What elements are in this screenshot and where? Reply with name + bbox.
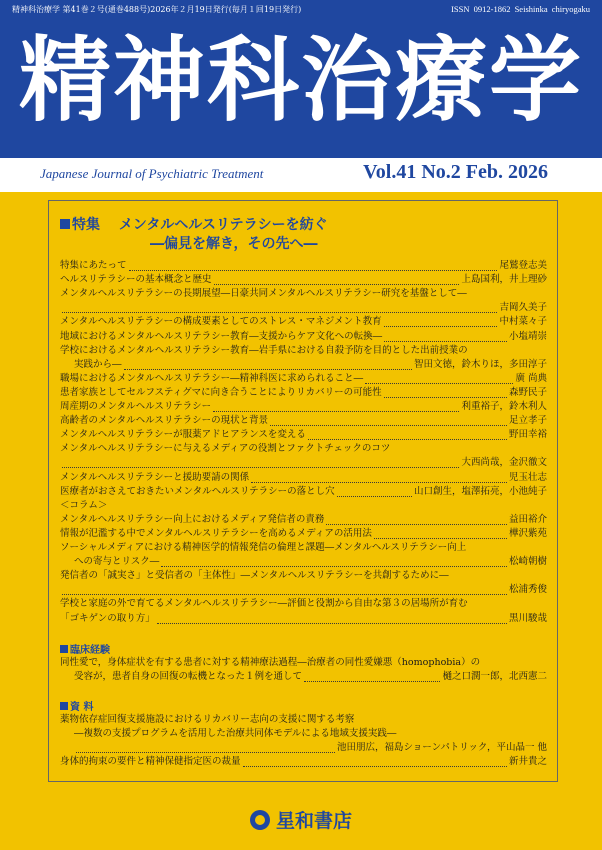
toc-entry (60, 513, 547, 527)
toc-entry (60, 372, 547, 386)
toc-entry-author: 野田幸裕 (508, 429, 547, 441)
journal-title: 精神科治療学 (18, 27, 583, 134)
toc-entry-title: 患者家族としてセルフスティグマに向き合うことによりリカバリーの可能性 (60, 386, 382, 398)
toc-entry-title: 地域におけるメンタルヘルスリテラシー教育―支援からケア文化への転換― (60, 330, 383, 342)
toc-entry-title: 同性愛で，身体症状を有する患者に対する精神療法過程―治療者の同性愛嫌悪（homophobia）の (60, 657, 481, 668)
leader-dots (337, 487, 412, 497)
toc-entry (60, 442, 547, 456)
toc-entry-title: ヘルスリテラシーの基本概念と歴史 (60, 274, 212, 286)
toc-entry-author: 山口創生，塩澤拓亮，小池純子 (413, 485, 547, 497)
square-bullet-icon (60, 702, 68, 710)
toc-entry-author: 廣 尚典 (515, 372, 547, 384)
toc-entry (60, 456, 547, 470)
toc-entry-title: 高齢者のメンタルヘルスリテラシーの現状と背景 (60, 415, 269, 427)
toc-entry-title: メンタルヘルスリテラシーが服薬アドヒアランスを変える (60, 429, 306, 441)
toc-entry (60, 273, 547, 287)
toc-entry (60, 330, 547, 344)
toc-entry (60, 713, 547, 727)
leader-dots (76, 743, 335, 753)
toc-entry-author: 松崎朝樹 (508, 556, 547, 568)
toc-entry-title: 受容が，患者自身の回復の転機となった１例を通して (74, 671, 303, 682)
leader-dots (214, 275, 460, 285)
feature-label: 特集 (72, 217, 100, 233)
leader-dots (124, 360, 412, 370)
toc-entry-title: ソーシャルメディアにおける精神医学的情報発信の倫理と課題―メンタルヘルスリテラシー向上 (60, 542, 467, 553)
toc-entry-title: メンタルヘルスリテラシーの長期展望―日豪共同メンタルヘルスリテラシー研究を基盤として― (60, 288, 467, 300)
toc-entry (60, 527, 547, 541)
subtitle-band (0, 158, 602, 192)
toc-entry-title: 職場におけるメンタルヘルスリテラシー―精神科医に求められること― (60, 372, 364, 384)
toc-entry (60, 386, 547, 400)
toc-entry-title: 実践から― (74, 358, 122, 370)
leader-dots (270, 416, 507, 426)
leader-dots (384, 317, 498, 327)
clinical-heading (60, 641, 110, 656)
toc-entry (60, 583, 547, 597)
toc-entry-title: への寄与とリスク― (74, 556, 160, 568)
toc-entry-author: 樋之口潤一郎，北西憲二 (442, 671, 547, 682)
publication-info: 精神科治療学 第41巻２号(通巻488号)2026年２月19日発行(毎月１回19日発行) (12, 5, 302, 14)
toc-entry-author: 吉岡久美子 (499, 302, 547, 314)
toc-entry-title: 周産期のメンタルヘルスリテラシー (60, 401, 212, 412)
leader-dots (243, 757, 507, 767)
toc-entry (74, 727, 547, 741)
toc-entry (60, 301, 547, 315)
materials-label: 資 料 (70, 702, 94, 713)
toc-entry-title: 学校におけるメンタルヘルスリテラシー教育―岩手県における自殺予防を目的とした出前授業の (60, 344, 468, 356)
toc-entry-title: 情報が氾濫する中でメンタルヘルスリテラシーを高めるメディアの活用法 (60, 527, 372, 539)
leader-dots (384, 332, 507, 342)
toc-entry-title: 医療者がおさえておきたいメンタルヘルスリテラシーの落とし穴 (60, 485, 335, 497)
toc-entry (60, 428, 547, 442)
toc-entry-title: 発信者の「誠実さ」と受信者の「主体性」―メンタルヘルスリテラシーを共創するために― (60, 570, 449, 582)
toc-entry (60, 414, 547, 428)
leader-dots (304, 672, 440, 682)
toc-entry (74, 670, 547, 684)
toc-entry-author: 中村菜々子 (499, 316, 547, 328)
toc-entry (60, 656, 547, 670)
toc-entry (60, 259, 547, 273)
toc-entry-author: 上島国利，井上理砂 (461, 274, 547, 286)
toc-entry (60, 612, 547, 626)
square-bullet-icon (60, 219, 70, 229)
toc-entry-title: 「ゴキゲンの取り方」 (60, 612, 155, 624)
leader-dots (62, 458, 459, 468)
toc-entry (60, 597, 547, 611)
toc-entry-author: 益田裕介 (508, 513, 547, 525)
issn: ISSN 0912-1862 Seishinka chiryogaku (451, 4, 590, 14)
toc-entry-author: 樺沢紫苑 (508, 527, 547, 539)
leader-dots (384, 388, 507, 398)
toc-entry (74, 741, 547, 755)
toc-entry-title: ―複数の支援プログラムを活用した治療共同体モデルによる地域支援実践― (74, 728, 397, 739)
toc-entry-author: 児玉壮志 (508, 471, 547, 483)
toc-entry-title: 薬物依存症回復支援施設におけるリカバリー志向の支援に関する考察 (60, 714, 355, 725)
publisher-name: 星和書店 (275, 810, 352, 832)
leader-dots (374, 529, 507, 539)
leader-dots (251, 473, 507, 483)
toc-entry-author: 大西尚哉，金沢徹文 (461, 457, 547, 469)
toc-entry-author: 黒川駿哉 (508, 612, 547, 624)
toc-entry (60, 400, 547, 414)
leader-dots (365, 374, 513, 384)
toc-entry (60, 315, 547, 329)
toc-entry-author: 新井貴之 (508, 756, 547, 767)
toc-entry-title: 身体的拘束の要件と精神保健指定医の裁量 (60, 756, 241, 767)
materials-heading (60, 698, 93, 713)
toc-entry-author: 小塩靖崇 (508, 330, 547, 342)
leader-dots (326, 515, 507, 525)
leader-dots (308, 430, 507, 440)
toc-entry (60, 569, 547, 583)
toc-entry-author: 森野民子 (508, 386, 547, 398)
toc-entry-author: 智田文徳，鈴木りほ，多田淳子 (413, 358, 547, 370)
leader-dots (157, 614, 507, 624)
clinical-label: 臨床経験 (70, 645, 110, 656)
toc-entry (60, 499, 547, 513)
toc-entry-title: 学校と家庭の外で育てるメンタルヘルスリテラシー―評価と役割から自由な第３の居場所が育む (60, 598, 468, 610)
publisher-logo (0, 806, 602, 833)
toc-entry-author: 松浦秀俊 (508, 584, 547, 596)
leader-dots (129, 261, 498, 271)
toc-entry-title: メンタルヘルスリテラシーの構成要素としてのストレス・マネジメント教育 (60, 316, 382, 328)
leader-dots (62, 585, 507, 595)
toc-entry-author: 足立孝子 (508, 415, 547, 427)
leader-dots (213, 402, 459, 412)
feature-title: メンタルヘルスリテラシーを紡ぐ (118, 217, 328, 233)
toc-entry-author: 利重裕子，鈴木利人 (461, 401, 547, 412)
toc-entry (60, 344, 547, 358)
leader-dots (62, 303, 497, 313)
square-bullet-icon (60, 645, 68, 653)
masthead (0, 0, 602, 158)
toc-entry-title: メンタルヘルスリテラシーと援助要請の関係 (60, 471, 250, 483)
feature-subtitle: ―偏見を解き，その先へ― (150, 236, 318, 252)
toc-entry (60, 541, 547, 555)
toc-entry (74, 358, 547, 372)
toc-entry-title: 特集にあたって (60, 260, 127, 271)
english-title: Japanese Journal of Psychiatric Treatment (40, 166, 264, 181)
toc-entry-title: メンタルヘルスリテラシー向上におけるメディア発信者の責務 (60, 513, 325, 525)
volume-issue: Vol.41 No.2 Feb. 2026 (363, 161, 548, 183)
toc-entry-title: ＜コラム＞ (60, 499, 108, 511)
toc-entry-title: メンタルヘルスリテラシーに与えるメディアの役割とファクトチェックのコツ (60, 443, 391, 455)
leader-dots (161, 557, 507, 567)
toc-entry (74, 555, 547, 569)
toc-entry-author: 尾鷲登志美 (499, 260, 547, 271)
seiwa-logo-icon (250, 810, 270, 830)
feature-heading (60, 214, 328, 234)
toc-entry (60, 755, 547, 769)
toc-entry (60, 287, 547, 301)
toc-entry-author: 池田朋広，福島ショーンパトリック，平山晶一 他 (336, 742, 547, 753)
toc-entry (60, 485, 547, 499)
toc-entry (60, 471, 547, 485)
